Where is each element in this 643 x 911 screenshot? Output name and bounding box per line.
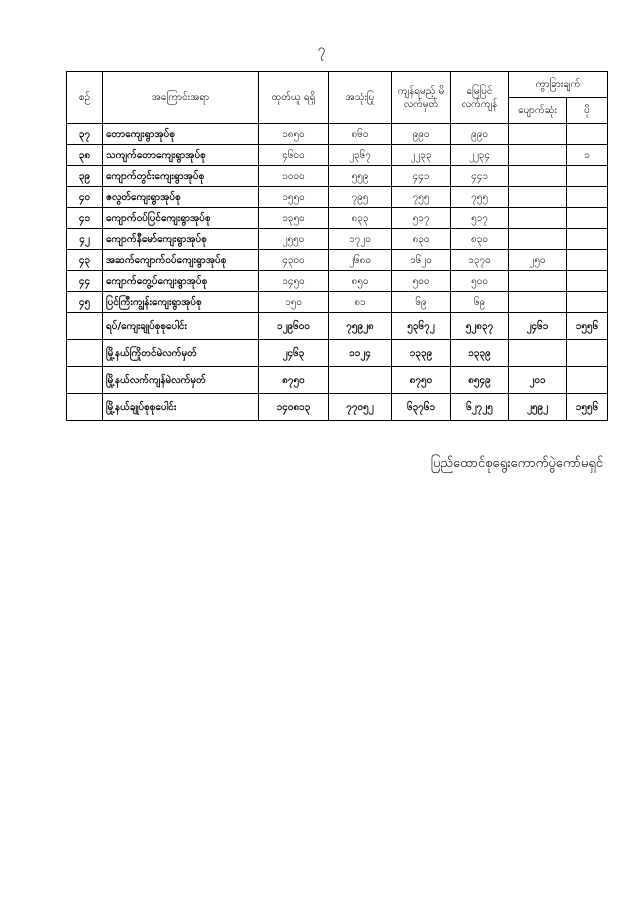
- row-value: ၅၀၀: [392, 271, 451, 292]
- row-name: ပြင်ကြီးကျွန်းကျေးရွာအုပ်စု: [103, 292, 259, 313]
- total-value: ၁၅၅၆: [567, 394, 608, 421]
- header-extra: ပို: [567, 98, 608, 124]
- total-row: [67, 313, 608, 340]
- row-value: [509, 145, 567, 166]
- total-value: ၁၁၂၄: [329, 340, 392, 367]
- row-value: ၇၅၅: [451, 187, 509, 208]
- total-number: [67, 340, 103, 367]
- row-value: ၉၉၀: [451, 124, 509, 145]
- total-value: ၂၄၆၁: [509, 313, 567, 340]
- table-row: [67, 271, 608, 292]
- row-value: ၁: [567, 145, 608, 166]
- total-value: [329, 367, 392, 394]
- row-value: ၅၀၀: [451, 271, 509, 292]
- row-value: [567, 124, 608, 145]
- total-name: မြို့နယ်လက်ကျန်မဲလက်မှတ်: [103, 367, 259, 394]
- row-number: ၃၇: [67, 124, 103, 145]
- row-value: [567, 250, 608, 271]
- row-name: သကျက်တောကျေးရွာအုပ်စု: [103, 145, 259, 166]
- row-number: ၃၉: [67, 166, 103, 187]
- table-row: [67, 187, 608, 208]
- row-value: ၉၉၀: [392, 124, 451, 145]
- row-value: ၄၃၀၀: [259, 250, 329, 271]
- row-value: ၁၀၀၀: [259, 166, 329, 187]
- row-value: ၄၄၁: [451, 166, 509, 187]
- total-value: ၇၅၉၂၈: [329, 313, 392, 340]
- row-name: တောကျေးရွာအုပ်စု: [103, 124, 259, 145]
- row-number: ၄၅: [67, 292, 103, 313]
- table-row: [67, 250, 608, 271]
- row-number: ၄၃: [67, 250, 103, 271]
- total-value: ၁၂၉၆၀၀: [259, 313, 329, 340]
- total-name: မြို့နယ်ကြိုတင်မဲလက်မှတ်: [103, 340, 259, 367]
- row-value: [509, 124, 567, 145]
- table-row: [67, 145, 608, 166]
- total-number: [67, 394, 103, 421]
- total-value: [567, 367, 608, 394]
- row-number: ၄၀: [67, 187, 103, 208]
- total-value: ၈၇၅၀: [392, 367, 451, 394]
- row-number: ၄၁: [67, 208, 103, 229]
- total-row: [67, 367, 608, 394]
- row-value: ၈၁: [329, 292, 392, 313]
- header-name: အကြောင်းအရာ: [103, 72, 259, 124]
- row-value: [509, 229, 567, 250]
- total-value: [509, 340, 567, 367]
- page-number: ၇: [317, 42, 326, 58]
- row-value: [567, 187, 608, 208]
- total-value: ၈၇၅၀: [259, 367, 329, 394]
- row-value: [509, 271, 567, 292]
- row-value: ၂၆၈၀: [329, 250, 392, 271]
- row-value: [509, 208, 567, 229]
- row-value: ၇၅၅: [392, 187, 451, 208]
- table-row: [67, 229, 608, 250]
- table-row: [67, 166, 608, 187]
- row-value: ၈၃၀: [451, 229, 509, 250]
- row-value: ၂၂၃၃: [392, 145, 451, 166]
- row-value: ၁၅၀: [259, 292, 329, 313]
- row-value: ၅၁၇: [392, 208, 451, 229]
- row-value: ၁၇၂၀: [329, 229, 392, 250]
- total-value: ၁၄၀၈၁၃: [259, 394, 329, 421]
- row-number: ၄၂: [67, 229, 103, 250]
- total-value: ၁၃၃၉: [392, 340, 451, 367]
- row-name: အဆက်ကျောက်ဝပ်ကျေးရွာအုပ်စု: [103, 250, 259, 271]
- row-value: [567, 292, 608, 313]
- row-value: ၈၆၀: [329, 124, 392, 145]
- total-value: ၁၃၃၉: [451, 340, 509, 367]
- row-value: ၂၅၀: [509, 250, 567, 271]
- header-ground-balance: မြေပြင် လက်ကျန်: [451, 72, 509, 124]
- total-name: ရပ်/ကျေးချုပ်စုစုပေါင်း: [103, 313, 259, 340]
- row-value: ၁၃၇၀: [451, 250, 509, 271]
- ballot-summary-table: [66, 71, 608, 421]
- table-body: [67, 124, 608, 421]
- total-number: [67, 367, 103, 394]
- row-value: ၇၉၅: [329, 187, 392, 208]
- row-value: [567, 166, 608, 187]
- total-value: ၆၃၇၆၁: [392, 394, 451, 421]
- row-value: ၆၉: [392, 292, 451, 313]
- row-value: [509, 187, 567, 208]
- header-row: [67, 72, 608, 98]
- total-value: ၂၀၁: [509, 367, 567, 394]
- row-value: ၆၉: [451, 292, 509, 313]
- row-value: ၁၄၅၀: [259, 271, 329, 292]
- row-number: ၃၈: [67, 145, 103, 166]
- table-row: [67, 292, 608, 313]
- row-value: [509, 292, 567, 313]
- row-value: ၅၁၇: [451, 208, 509, 229]
- header-used: အသုံးပြု: [329, 72, 392, 124]
- row-value: ၁၃၅၀: [259, 208, 329, 229]
- row-name: ဇလွတ်ကျေးရွာအုပ်စု: [103, 187, 259, 208]
- header-difference: ကွာခြားချက်: [509, 72, 608, 98]
- total-value: ၆၂၇၂၅: [451, 394, 509, 421]
- total-value: ၁၅၅၆: [567, 313, 608, 340]
- table-row: [67, 124, 608, 145]
- header-no: စဉ်: [67, 72, 103, 124]
- row-value: ၂၅၅၀: [259, 229, 329, 250]
- row-name: ကျောက်တွေ့ပ်ကျေးရွာအုပ်စု: [103, 271, 259, 292]
- row-name: ကျောက်တွင်းကျေးရွာအုပ်စု: [103, 166, 259, 187]
- row-value: ၁၈၅၀: [259, 124, 329, 145]
- row-value: ၈၃၀: [392, 229, 451, 250]
- total-value: ၂၅၉၂: [509, 394, 567, 421]
- header-received: ထုတ်ယူ ရရှိ: [259, 72, 329, 124]
- row-name: ကျောက်နီမော်ကျေးရွာအုပ်စု: [103, 229, 259, 250]
- row-value: ၁၆၂၀: [392, 250, 451, 271]
- total-value: ၇၇၀၅၂: [329, 394, 392, 421]
- row-value: ၈၅၀: [329, 271, 392, 292]
- row-value: ၄၄၁: [392, 166, 451, 187]
- header-lost: ပျောက်ဆုံး: [509, 98, 567, 124]
- signature: ပြည်ထောင်စုရွေးကောက်ပွဲကော်မရှင်: [430, 456, 603, 471]
- total-number: [67, 313, 103, 340]
- total-value: ၅၃၆၇၂: [392, 313, 451, 340]
- row-value: ၈၃၃: [329, 208, 392, 229]
- row-value: [509, 166, 567, 187]
- total-name: မြို့နယ်ချုပ်စုစုပေါင်း: [103, 394, 259, 421]
- row-value: ၁၅၅၀: [259, 187, 329, 208]
- row-value: ၄၆၀၀: [259, 145, 329, 166]
- total-value: ၂၄၆၃: [259, 340, 329, 367]
- total-value: [567, 340, 608, 367]
- total-row: [67, 340, 608, 367]
- total-value: ၅၂၈၃၇: [451, 313, 509, 340]
- total-row: [67, 394, 608, 421]
- row-number: ၄၄: [67, 271, 103, 292]
- table-row: [67, 208, 608, 229]
- row-name: ကျောက်ဝပ်ပြင်ကျေးရွာအုပ်စု: [103, 208, 259, 229]
- row-value: ၂၂၃၄: [451, 145, 509, 166]
- header-remaining: ကျန်ရမည့် မိလက်မှတ်: [392, 72, 451, 124]
- row-value: [567, 208, 608, 229]
- row-value: [567, 271, 608, 292]
- total-value: ၈၅၄၉: [451, 367, 509, 394]
- row-value: ၂၃၆၇: [329, 145, 392, 166]
- row-value: [567, 229, 608, 250]
- row-value: ၅၅၉: [329, 166, 392, 187]
